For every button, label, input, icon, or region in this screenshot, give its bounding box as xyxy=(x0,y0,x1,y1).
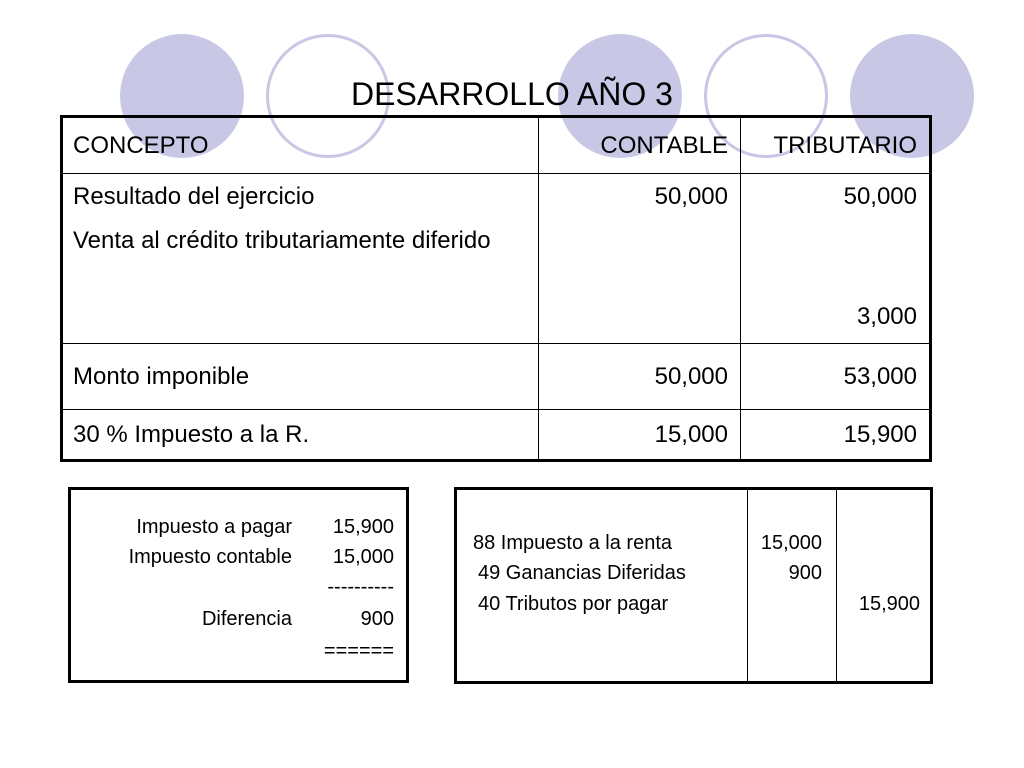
summary-separator-dashes: ---------- xyxy=(327,576,394,598)
concept-resultado: Resultado del ejercicio xyxy=(73,183,315,210)
journal-account: 88 Impuesto a la renta xyxy=(473,532,673,554)
row-2-concepto: Monto imponible xyxy=(63,344,539,410)
journal-account: 49 Ganancias Diferidas xyxy=(478,562,686,584)
journal-entry-box xyxy=(454,487,933,684)
journal-debit: 15,000 xyxy=(760,532,822,554)
row-1-contable xyxy=(539,174,741,344)
tax-table xyxy=(60,115,932,462)
page-title: DESARROLLO AÑO 3 xyxy=(351,76,673,112)
summary-line-impuesto-pagar xyxy=(71,512,406,542)
summary-value: 15,900 xyxy=(332,516,394,538)
summary-line-double-rule xyxy=(71,636,406,666)
column-divider-debit xyxy=(747,490,748,681)
row-1-concepto xyxy=(63,174,539,344)
summary-label: Impuesto a pagar xyxy=(136,516,292,538)
summary-line-separator xyxy=(71,572,406,602)
row-3-concepto: 30 % Impuesto a la R. xyxy=(63,410,539,459)
value-tributario-resultado: 50,000 xyxy=(843,183,917,210)
summary-label: Diferencia xyxy=(201,608,292,630)
row-2-contable: 50,000 xyxy=(539,344,741,410)
summary-line-diferencia xyxy=(71,604,406,634)
column-divider-credit xyxy=(836,490,837,681)
header-concepto: CONCEPTO xyxy=(63,118,539,174)
row-2-tributario: 53,000 xyxy=(741,344,929,410)
journal-account: 40 Tributos por pagar xyxy=(478,593,669,615)
header-contable: CONTABLE xyxy=(539,118,741,174)
summary-label: Impuesto contable xyxy=(128,546,292,568)
value-contable-resultado: 50,000 xyxy=(654,183,728,210)
journal-debit: 900 xyxy=(788,562,822,584)
summary-separator-equals: ====== xyxy=(323,640,394,662)
summary-line-impuesto-contable xyxy=(71,542,406,572)
row-1-tributario xyxy=(741,174,929,344)
concept-venta-diferido: Venta al crédito tributariamente diferido xyxy=(73,227,491,254)
journal-credit: 15,900 xyxy=(858,593,920,615)
summary-box xyxy=(68,487,409,683)
row-3-contable: 15,000 xyxy=(539,410,741,459)
summary-value: 900 xyxy=(360,608,394,630)
row-3-tributario: 15,900 xyxy=(843,420,917,448)
header-tributario: TRIBUTARIO xyxy=(741,118,929,174)
summary-value: 15,000 xyxy=(332,546,394,568)
value-tributario-diferido: 3,000 xyxy=(856,303,917,330)
